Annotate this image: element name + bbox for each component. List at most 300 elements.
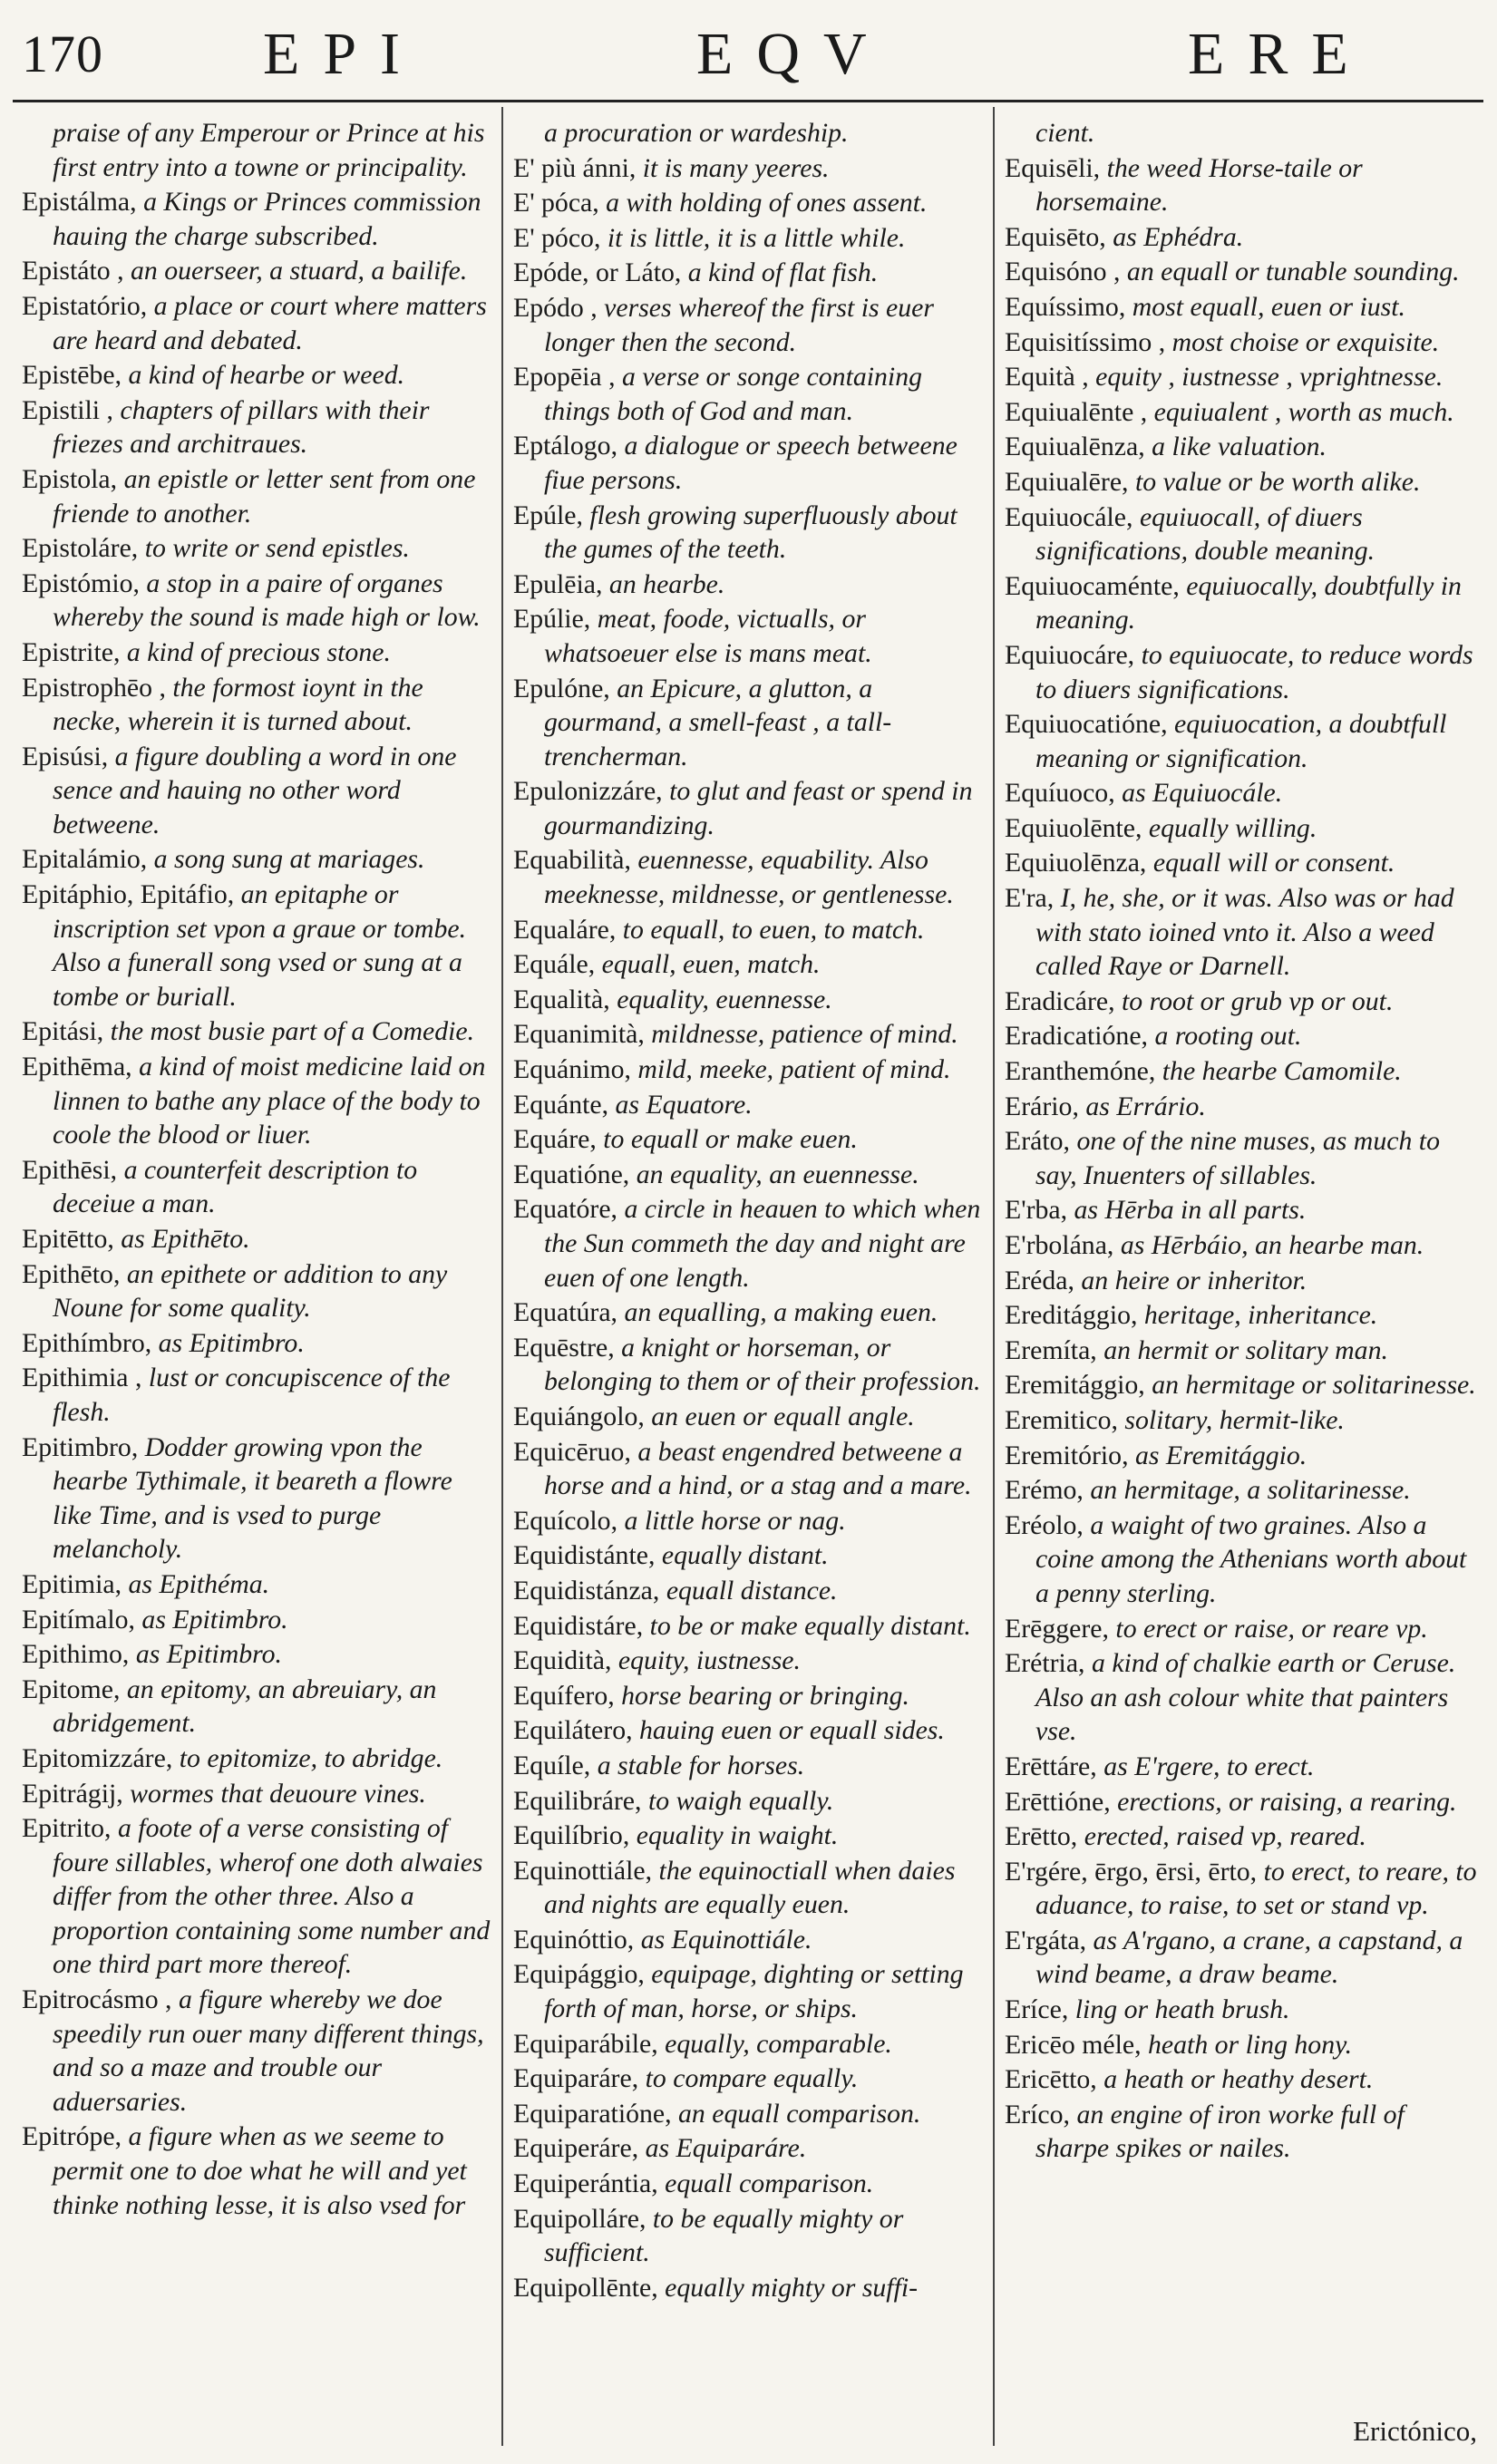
dictionary-entry bbox=[513, 291, 983, 359]
catchword: Erictónico, bbox=[1353, 2415, 1477, 2447]
entry-headword: Epitētto, bbox=[22, 1224, 114, 1254]
entry-headword: Epitáphio, Epitáfio, bbox=[22, 879, 235, 910]
dictionary-entry bbox=[1005, 1193, 1480, 1227]
entry-headword: Epitrágij, bbox=[22, 1778, 123, 1809]
dictionary-entry bbox=[22, 1361, 491, 1429]
dictionary-entry bbox=[22, 462, 491, 530]
entry-definition: an epistle or letter sent from one friende to another. bbox=[53, 463, 476, 529]
dictionary-entry bbox=[1005, 2062, 1480, 2097]
entry-definition: to equiuocate, to reduce words to diuers significations. bbox=[1035, 639, 1473, 704]
page-number: 170 bbox=[22, 24, 103, 83]
entry-definition: equiuocation, a doubtfull meaning or signification. bbox=[1035, 709, 1447, 773]
entry-definition: an Epicure, a glutton, a gourmand, a smell-feast , a tall-trencherman. bbox=[544, 673, 892, 771]
dictionary-entry bbox=[513, 1609, 983, 1644]
dictionary-entry bbox=[1005, 1508, 1480, 1611]
entry-headword: Epistola, bbox=[22, 463, 118, 494]
dictionary-entry bbox=[513, 1400, 983, 1434]
dictionary-entry bbox=[513, 151, 983, 186]
dictionary-entry bbox=[22, 1811, 491, 1982]
dictionary-entry bbox=[513, 843, 983, 911]
entry-headword: Erémo, bbox=[1005, 1475, 1084, 1506]
entry-definition: equality, euennesse. bbox=[617, 984, 832, 1014]
running-head-center: EQV bbox=[696, 21, 890, 87]
entry-headword: Equatióne, bbox=[513, 1159, 630, 1189]
entry-headword: Equisēto, bbox=[1005, 221, 1106, 252]
entry-headword: Equidistánza, bbox=[513, 1575, 660, 1605]
entry-headword: Equalità, bbox=[513, 984, 610, 1014]
dictionary-entry bbox=[1005, 1298, 1480, 1333]
dictionary-entry bbox=[513, 1749, 983, 1783]
dictionary-entry bbox=[1005, 1473, 1480, 1508]
entry-definition: a kind of hearbe or weed. bbox=[128, 360, 405, 391]
dictionary-entry bbox=[22, 1153, 491, 1221]
dictionary-entry bbox=[1005, 1334, 1480, 1368]
dictionary-entry bbox=[1005, 881, 1480, 984]
dictionary-entry bbox=[1005, 1439, 1480, 1473]
entry-definition: a dialogue or speech betweene fiue persons. bbox=[544, 431, 957, 495]
entry-headword: Eranthemóne, bbox=[1005, 1056, 1156, 1087]
entry-definition: mild, meeke, patient of mind. bbox=[637, 1054, 951, 1085]
dictionary-entry bbox=[1005, 1090, 1480, 1124]
dictionary-entry bbox=[513, 2202, 983, 2270]
dictionary-entry bbox=[22, 842, 491, 877]
entry-definition: as Epitimbro. bbox=[158, 1327, 305, 1358]
dictionary-entry bbox=[513, 913, 983, 947]
entry-headword: Equáre, bbox=[513, 1124, 597, 1155]
dictionary-entry bbox=[22, 635, 491, 670]
entry-definition: as Epitimbro. bbox=[141, 1604, 288, 1635]
entry-headword: Ericētto, bbox=[1005, 2064, 1097, 2095]
entry-definition: an hearbe. bbox=[608, 568, 725, 599]
entry-headword: Equiuocatióne, bbox=[1005, 709, 1168, 740]
entry-definition: a like valuation. bbox=[1152, 432, 1327, 462]
entry-definition: heritage, inheritance. bbox=[1143, 1300, 1378, 1331]
entry-headword: Equiuolēnza, bbox=[1005, 848, 1147, 878]
entry-headword: Equisēli, bbox=[1005, 152, 1101, 183]
entry-headword: Erēggere, bbox=[1005, 1613, 1109, 1644]
dictionary-entry bbox=[1005, 290, 1480, 325]
entry-headword: Equità , bbox=[1005, 362, 1089, 393]
entry-headword: Equēstre, bbox=[513, 1332, 615, 1363]
entry-definition: as E'rgere, to erect. bbox=[1103, 1751, 1315, 1781]
entry-headword: Equiuolēnte, bbox=[1005, 812, 1142, 843]
entry-headword: Epithímbro, bbox=[22, 1327, 152, 1358]
entry-definition: a waight of two graines. Also a coine among the Athenians worth about a penny sterling. bbox=[1035, 1509, 1467, 1608]
dictionary-entry bbox=[1005, 395, 1480, 430]
entry-headword: Epulēia, bbox=[513, 568, 603, 599]
entry-definition: equall distance. bbox=[666, 1575, 838, 1605]
entry-definition: an euen or equall angle. bbox=[651, 1401, 915, 1431]
entry-headword: Equanimità, bbox=[513, 1019, 645, 1050]
entry-headword: Eríce, bbox=[1005, 1994, 1069, 2025]
entry-definition: equall will or consent. bbox=[1152, 848, 1395, 878]
dictionary-entry bbox=[22, 1777, 491, 1811]
entry-definition: as Eremitággio. bbox=[1134, 1440, 1307, 1470]
dictionary-entry bbox=[513, 2271, 983, 2305]
entry-definition: hauing euen or equall sides. bbox=[639, 1715, 945, 1746]
entry-definition: horse bearing or bringing. bbox=[621, 1680, 909, 1711]
entry-headword: Epistómio, bbox=[22, 567, 140, 598]
dictionary-entry bbox=[22, 116, 491, 184]
entry-headword: Epúlie, bbox=[513, 604, 591, 635]
entry-definition: to waigh equally. bbox=[647, 1785, 834, 1816]
dictionary-entry bbox=[1005, 846, 1480, 880]
entry-definition: the hearbe Camomile. bbox=[1162, 1056, 1402, 1087]
entry-headword: Equiperáre, bbox=[513, 2133, 639, 2164]
entry-definition: an equalling, a making euen. bbox=[624, 1297, 938, 1328]
entry-headword: Equabilità, bbox=[513, 845, 631, 876]
entry-headword: Equíssimo, bbox=[1005, 291, 1126, 322]
dictionary-entry bbox=[1005, 776, 1480, 810]
entry-definition: to equall, to euen, to match. bbox=[622, 914, 925, 945]
entry-headword: Eradicáre, bbox=[1005, 985, 1115, 1016]
dictionary-entry bbox=[22, 1983, 491, 2119]
entry-definition: a kind of chalkie earth or Ceruse. Also an ash colour white that painters vse. bbox=[1035, 1648, 1456, 1747]
entry-headword: Equidistánte, bbox=[513, 1540, 656, 1571]
entry-headword: Erēttáre, bbox=[1005, 1751, 1097, 1781]
entry-definition: praise of any Emperour or Prince at his first entry into a towne or principality. bbox=[53, 118, 485, 182]
entry-headword: Equidistáre, bbox=[513, 1610, 644, 1641]
entry-definition: to value or be worth alike. bbox=[1134, 466, 1421, 497]
dictionary-entry bbox=[22, 1222, 491, 1256]
entry-definition: a circle in heauen to which when the Sun commeth the day and night are euen of one length. bbox=[544, 1194, 981, 1293]
dictionary-entry bbox=[22, 1673, 491, 1741]
entry-headword: Epúle, bbox=[513, 500, 583, 530]
entry-definition: an epitaphe or inscription set vpon a graue or tombe. Also a funerall song vsed or sung at a tombe or buriall. bbox=[53, 879, 467, 1012]
entry-headword: Epopēia , bbox=[513, 362, 616, 393]
entry-definition: as Epithéma. bbox=[128, 1568, 270, 1599]
entry-headword: Epistatório, bbox=[22, 290, 148, 321]
entry-headword: Eradicatióne, bbox=[1005, 1021, 1149, 1052]
entry-headword: Eremitico, bbox=[1005, 1404, 1118, 1435]
dictionary-entry bbox=[22, 289, 491, 357]
dictionary-entry bbox=[513, 1122, 983, 1157]
dictionary-entry bbox=[513, 947, 983, 982]
dictionary-entry bbox=[1005, 151, 1480, 219]
dictionary-entry bbox=[1005, 465, 1480, 500]
dictionary-entry bbox=[513, 360, 983, 428]
entry-headword: Epódo , bbox=[513, 292, 598, 323]
dictionary-entry bbox=[22, 1257, 491, 1325]
entry-definition: equipage, dighting or setting forth of man, horse, or ships. bbox=[544, 1959, 964, 2024]
entry-definition: a beast engendred betweene a horse and a hind, or a stag and a mare. bbox=[544, 1436, 972, 1501]
entry-definition: equiuocally, doubtfully in meaning. bbox=[1035, 570, 1462, 635]
entry-definition: as Hērbáio, an hearbe man. bbox=[1120, 1230, 1424, 1260]
entry-headword: Equánimo, bbox=[513, 1054, 631, 1085]
entry-headword: Equíuoco, bbox=[1005, 778, 1115, 809]
dictionary-entry bbox=[22, 1567, 491, 1602]
dictionary-entry bbox=[513, 429, 983, 497]
entry-headword: E'rgáta, bbox=[1005, 1925, 1087, 1955]
entry-headword: E' póca, bbox=[513, 188, 599, 218]
entry-definition: equall comparison. bbox=[665, 2168, 874, 2199]
dictionary-entry bbox=[513, 1331, 983, 1399]
dictionary-entry bbox=[513, 672, 983, 774]
entry-definition: a song sung at mariages. bbox=[153, 844, 425, 875]
entry-headword: Equipollēnte, bbox=[513, 2272, 658, 2303]
entry-definition: as Equiparáre. bbox=[645, 2133, 807, 2164]
dictionary-entry bbox=[513, 1923, 983, 1957]
entry-definition: a foote of a verse consisting of foure sillables, wherof one doth alwaies differ from the other three. Also a proportion containing some number and one third part more thereof. bbox=[53, 1813, 491, 1980]
entry-definition: a with holding of ones assent. bbox=[606, 188, 928, 218]
dictionary-entry bbox=[513, 1644, 983, 1678]
entry-definition: euennesse, equability. Also meeknesse, mildnesse, or gentlenesse. bbox=[544, 845, 954, 910]
entry-headword: Epithēma, bbox=[22, 1052, 132, 1082]
entry-headword: E'rgére, ērgo, ērsi, ērto, bbox=[1005, 1856, 1258, 1887]
entry-headword: Eréda, bbox=[1005, 1265, 1074, 1295]
dictionary-entry bbox=[1005, 1264, 1480, 1298]
running-head-right: ERE bbox=[1188, 21, 1372, 87]
dictionary-entry bbox=[1005, 116, 1480, 150]
dictionary-entry bbox=[513, 1819, 983, 1853]
dictionary-entry bbox=[22, 567, 491, 635]
entry-headword: Eremitággio, bbox=[1005, 1370, 1145, 1401]
entry-definition: a procuration or wardeship. bbox=[544, 118, 849, 148]
entry-definition: equally willing. bbox=[1148, 812, 1317, 843]
dictionary-entry bbox=[1005, 569, 1480, 637]
column-divider-2 bbox=[993, 107, 995, 2446]
entry-definition: to be equally mighty or sufficient. bbox=[544, 2203, 904, 2268]
entry-headword: Epistēbe, bbox=[22, 360, 122, 391]
entry-headword: Equíle, bbox=[513, 1750, 591, 1780]
dictionary-entry bbox=[513, 1854, 983, 1922]
dictionary-entry bbox=[1005, 1993, 1480, 2027]
dictionary-entry bbox=[1005, 2098, 1480, 2166]
dictionary-entry bbox=[22, 1741, 491, 1776]
dictionary-entry bbox=[513, 2027, 983, 2061]
header-rule bbox=[13, 100, 1483, 102]
entry-definition: to be or make equally distant. bbox=[649, 1610, 971, 1641]
entry-headword: Equiualēnza, bbox=[1005, 432, 1145, 462]
entry-headword: Epitomizzáre, bbox=[22, 1742, 173, 1773]
entry-definition: equiualent , worth as much. bbox=[1153, 396, 1454, 427]
dictionary-entry bbox=[22, 671, 491, 739]
entry-headword: Equále, bbox=[513, 949, 596, 980]
entry-definition: an equall or tunable sounding. bbox=[1126, 257, 1460, 287]
entry-definition: an ouerseer, a stuard, a bailife. bbox=[131, 256, 468, 286]
dictionary-entry bbox=[1005, 1368, 1480, 1402]
dictionary-entry bbox=[1005, 1750, 1480, 1784]
entry-headword: Epistálma, bbox=[22, 187, 137, 218]
dictionary-entry bbox=[1005, 1855, 1480, 1923]
dictionary-entry bbox=[1005, 811, 1480, 846]
entry-headword: Epitrito, bbox=[22, 1813, 112, 1844]
dictionary-entry bbox=[513, 1017, 983, 1052]
entry-definition: equall, euen, match. bbox=[601, 949, 821, 980]
column-1 bbox=[22, 116, 491, 2437]
dictionary-entry bbox=[1005, 1924, 1480, 1992]
entry-headword: Epitalámio, bbox=[22, 844, 148, 875]
entry-headword: Epithēsi, bbox=[22, 1154, 118, 1185]
entry-headword: Epistrophēo , bbox=[22, 672, 166, 703]
dictionary-entry bbox=[1005, 2028, 1480, 2062]
entry-headword: Epistoláre, bbox=[22, 533, 139, 564]
dictionary-entry bbox=[513, 1088, 983, 1122]
dictionary-entry bbox=[1005, 1054, 1480, 1089]
entry-headword: Erēttióne, bbox=[1005, 1786, 1111, 1817]
entry-headword: Epistrite, bbox=[22, 636, 121, 667]
entry-definition: a kind of precious stone. bbox=[126, 636, 391, 667]
entry-definition: solitary, hermit-like. bbox=[1124, 1404, 1345, 1435]
dictionary-entry bbox=[1005, 325, 1480, 360]
entry-headword: Equinottiále, bbox=[513, 1855, 653, 1886]
entry-headword: Equinóttio, bbox=[513, 1924, 635, 1955]
entry-definition: an equality, an euennesse. bbox=[636, 1159, 919, 1189]
dictionary-entry bbox=[513, 1679, 983, 1713]
entry-definition: a verse or songe containing things both of God and man. bbox=[544, 362, 923, 426]
entry-definition: a knight or horseman, or belonging to them or of their profession. bbox=[544, 1332, 981, 1397]
dictionary-entry bbox=[513, 1504, 983, 1538]
entry-definition: a stop in a paire of organes whereby the sound is made high or low. bbox=[53, 567, 481, 633]
entry-definition: equally mighty or suffi- bbox=[665, 2272, 919, 2303]
entry-headword: Erário, bbox=[1005, 1091, 1079, 1121]
entry-definition: a kind of moist medicine laid on linnen to bathe any place of the body to coole the blood or liuer. bbox=[53, 1052, 486, 1150]
entry-definition: verses whereof the first is euer longer then the second. bbox=[544, 292, 935, 357]
entry-headword: Equicēruo, bbox=[513, 1436, 631, 1467]
dictionary-entry bbox=[513, 2097, 983, 2131]
entry-definition: as A'rgano, a crane, a capstand, a wind beame, a draw beame. bbox=[1035, 1925, 1463, 1990]
entry-definition: a stable for horses. bbox=[597, 1750, 805, 1780]
entry-headword: Erētto, bbox=[1005, 1821, 1078, 1852]
entry-headword: Equipággio, bbox=[513, 1959, 645, 1990]
entry-definition: mildnesse, patience of mind. bbox=[651, 1019, 958, 1050]
dictionary-entry bbox=[513, 1053, 983, 1087]
entry-headword: Equiángolo, bbox=[513, 1401, 645, 1431]
entry-headword: Equisóno , bbox=[1005, 257, 1121, 287]
entry-definition: a figure doubling a word in one sence and hauing no other word betweene. bbox=[53, 741, 457, 839]
entry-definition: to epitomize, to abridge. bbox=[179, 1742, 443, 1773]
entry-headword: Epitimbro, bbox=[22, 1431, 139, 1462]
dictionary-entry bbox=[1005, 638, 1480, 706]
entry-definition: meat, foode, victualls, or whatsoeuer else is mans meat. bbox=[544, 604, 872, 668]
entry-headword: Epitrópe, bbox=[22, 2121, 122, 2152]
entry-headword: Eríco, bbox=[1005, 2099, 1070, 2129]
running-head-left: EPI bbox=[263, 21, 423, 87]
dictionary-entry bbox=[22, 358, 491, 393]
dictionary-entry bbox=[22, 740, 491, 842]
entry-headword: Equiparáre, bbox=[513, 2063, 639, 2094]
dictionary-entry bbox=[513, 602, 983, 670]
entry-headword: Equilíbrio, bbox=[513, 1820, 630, 1851]
entry-headword: Epóde, or Láto, bbox=[513, 257, 682, 288]
entry-headword: Equiparábile, bbox=[513, 2028, 658, 2059]
entry-headword: Epistáto , bbox=[22, 256, 124, 286]
dictionary-entry bbox=[513, 2131, 983, 2166]
dictionary-entry bbox=[22, 1431, 491, 1567]
entry-headword: Equícolo, bbox=[513, 1505, 618, 1536]
entry-headword: Epitrocásmo , bbox=[22, 1984, 172, 2015]
entry-definition: a figure when as we seeme to permit one to doe what he will and yet thinke nothing lesse, it is also vsed for bbox=[53, 2121, 467, 2220]
entry-headword: Eremíta, bbox=[1005, 1334, 1097, 1365]
entry-definition: equally, comparable. bbox=[665, 2028, 892, 2059]
entry-definition: chapters of pillars with their friezes and architraues. bbox=[53, 394, 430, 460]
entry-headword: Equiuocále, bbox=[1005, 501, 1133, 532]
entry-definition: equiuocall, of diuers significations, double meaning. bbox=[1035, 501, 1375, 567]
entry-definition: Dodder growing vpon the hearbe Tythimale, it beareth a flowre like Time, and is vsed to purge melancholy. bbox=[53, 1431, 452, 1565]
dictionary-entry bbox=[513, 116, 983, 150]
dictionary-entry bbox=[513, 1713, 983, 1748]
entry-definition: to root or grub vp or out. bbox=[1122, 985, 1394, 1016]
entry-definition: wormes that deuoure vines. bbox=[130, 1778, 426, 1809]
dictionary-entry bbox=[22, 254, 491, 288]
entry-headword: Equánte, bbox=[513, 1089, 609, 1120]
entry-definition: a kind of flat fish. bbox=[687, 257, 879, 288]
entry-headword: Equidità, bbox=[513, 1645, 612, 1676]
entry-headword: Equatóre, bbox=[513, 1194, 617, 1225]
entry-headword: Equilátero, bbox=[513, 1715, 633, 1746]
entry-headword: Eráto, bbox=[1005, 1126, 1070, 1157]
entry-definition: most choise or exquisite. bbox=[1171, 326, 1440, 357]
entry-definition: it is little, it is a little while. bbox=[607, 222, 906, 253]
entry-definition: as Epithēto. bbox=[121, 1224, 250, 1254]
entry-headword: Epithimia , bbox=[22, 1363, 142, 1393]
dictionary-entry bbox=[22, 1637, 491, 1672]
entry-definition: a Kings or Princes commission hauing the charge subscribed. bbox=[53, 187, 481, 251]
dictionary-entry bbox=[513, 499, 983, 567]
entry-headword: Episúsi, bbox=[22, 741, 109, 771]
entry-headword: Eptálogo, bbox=[513, 431, 618, 461]
entry-definition: an heire or inheritor. bbox=[1081, 1265, 1307, 1295]
entry-headword: Epitimia, bbox=[22, 1568, 122, 1599]
dictionary-entry bbox=[1005, 500, 1480, 568]
dictionary-entry bbox=[22, 1014, 491, 1049]
entry-definition: ling or heath brush. bbox=[1074, 1994, 1290, 2025]
entry-headword: E'rbolána, bbox=[1005, 1230, 1114, 1260]
entry-headword: Epulóne, bbox=[513, 673, 610, 703]
entry-headword: Equiperántia, bbox=[513, 2168, 658, 2199]
entry-headword: Equisitíssimo , bbox=[1005, 326, 1166, 357]
dictionary-entry bbox=[1005, 1124, 1480, 1192]
entry-headword: Equiparatióne, bbox=[513, 2098, 672, 2129]
entry-definition: erections, or raising, a rearing. bbox=[1117, 1786, 1457, 1817]
entry-definition: I, he, she, or it was. Also was or had with stato ioined vnto it. Also a weed called Raye or Darnell. bbox=[1035, 883, 1454, 982]
entry-headword: Equífero, bbox=[513, 1680, 615, 1711]
entry-definition: the equinoctiall when daies and nights are equally euen. bbox=[544, 1855, 956, 1920]
entry-headword: Epithimo, bbox=[22, 1639, 130, 1670]
entry-headword: E'ra, bbox=[1005, 883, 1055, 914]
dictionary-entry bbox=[513, 1435, 983, 1503]
entry-definition: an hermit or solitary man. bbox=[1103, 1334, 1388, 1365]
dictionary-entry bbox=[1005, 1228, 1480, 1263]
entry-definition: a little horse or nag. bbox=[624, 1505, 846, 1536]
entry-headword: Equatúra, bbox=[513, 1297, 617, 1328]
entry-definition: to erect, to reare, to aduance, to raise, to set or stand vp. bbox=[1035, 1856, 1477, 1921]
dictionary-entry bbox=[1005, 985, 1480, 1019]
entry-definition: as Errário. bbox=[1085, 1091, 1206, 1121]
dictionary-entry bbox=[513, 186, 983, 220]
entry-headword: Equiuocaménte, bbox=[1005, 570, 1180, 601]
entry-definition: an hermitage or solitarinesse. bbox=[1152, 1370, 1476, 1401]
dictionary-entry bbox=[22, 1603, 491, 1637]
entry-definition: an engine of iron worke full of sharpe spikes or nailes. bbox=[1035, 2099, 1405, 2164]
entry-definition: an hermitage, a solitarinesse. bbox=[1090, 1475, 1411, 1506]
entry-definition: a counterfeit description to deceiue a man. bbox=[53, 1154, 418, 1219]
entry-definition: to equall or make euen. bbox=[603, 1124, 858, 1155]
dictionary-entry bbox=[1005, 220, 1480, 255]
entry-definition: an equall comparison. bbox=[678, 2098, 921, 2129]
dictionary-entry bbox=[1005, 1403, 1480, 1438]
dictionary-entry bbox=[513, 256, 983, 290]
entry-headword: Epitome, bbox=[22, 1673, 121, 1704]
dictionary-entry bbox=[22, 185, 491, 253]
entry-definition: as Equinottiále. bbox=[640, 1924, 812, 1955]
dictionary-entry bbox=[1005, 1019, 1480, 1053]
entry-definition: to erect or raise, or reare vp. bbox=[1115, 1613, 1428, 1644]
entry-headword: Equiualēnte , bbox=[1005, 396, 1148, 427]
dictionary-entry bbox=[22, 1050, 491, 1152]
column-3 bbox=[1005, 116, 1480, 2437]
column-2 bbox=[513, 116, 983, 2437]
